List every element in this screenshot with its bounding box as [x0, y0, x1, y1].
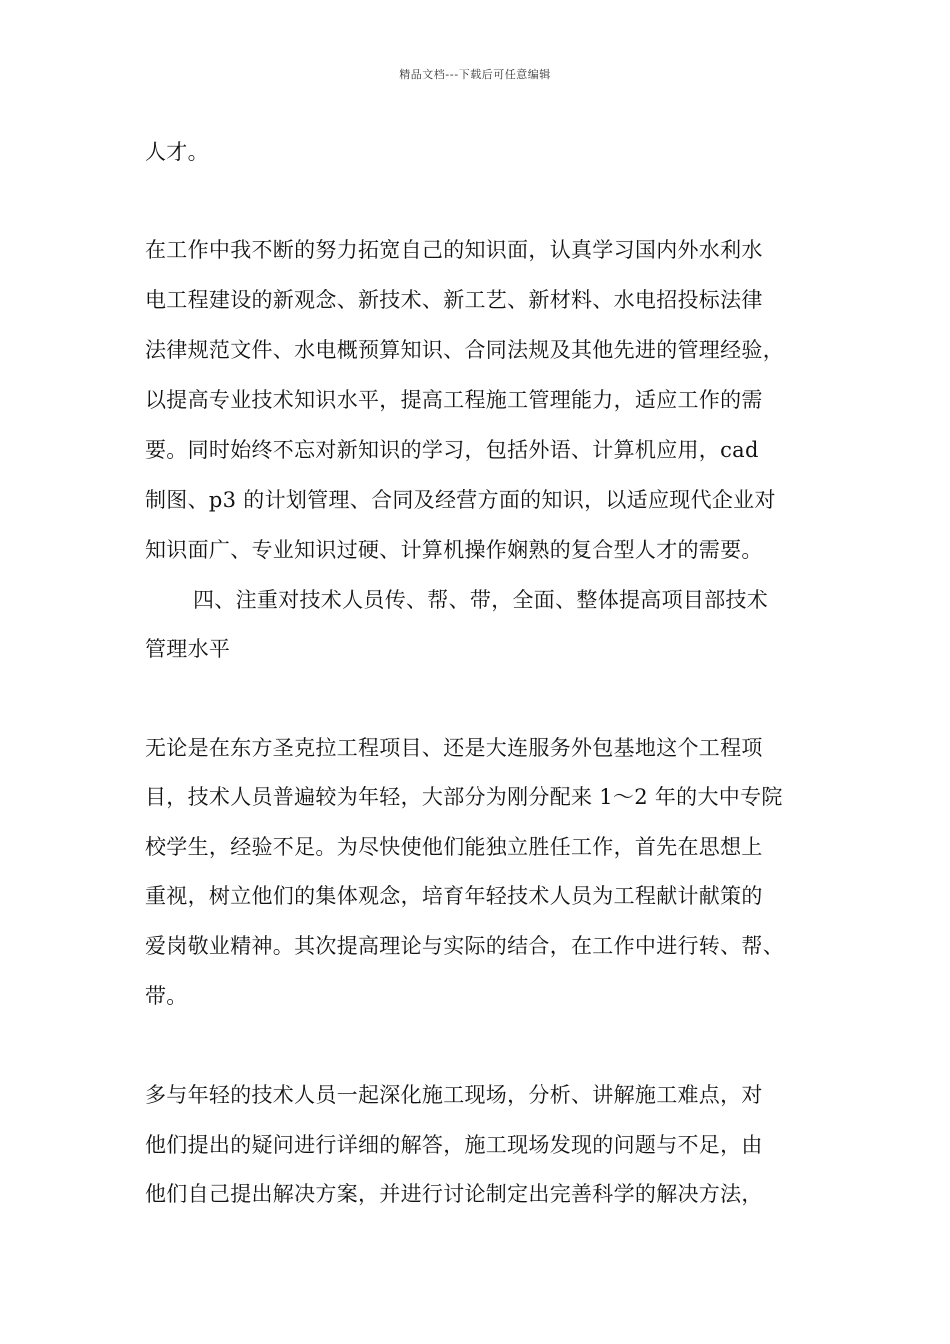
text-line: 多与年轻的技术人员一起深化施工现场，分析、讲解施工难点，对	[145, 1083, 763, 1107]
section-heading-cont: 管理水平	[145, 637, 231, 661]
text-line: 带。	[145, 984, 188, 1008]
text-line: 法律规范文件、水电概预算知识、合同法规及其他先进的管理经验，	[145, 338, 784, 362]
text-line: 电工程建设的新观念、新技术、新工艺、新材料、水电招投标法律	[145, 288, 763, 312]
text-line: 爱岗敬业精神。其次提高理论与实际的结合，在工作中进行转、帮、	[145, 934, 784, 958]
text-line: 以提高专业技术知识水平，提高工程施工管理能力，适应工作的需	[145, 388, 763, 412]
text-line: 制图、p3 的计划管理、合同及经营方面的知识，以适应现代企业对	[145, 488, 776, 512]
section-heading: 四、注重对技术人员传、帮、带，全面、整体提高项目部技术	[193, 588, 769, 612]
page-header: 精品文档---下载后可任意编辑	[399, 68, 551, 81]
text-line: 知识面广、专业知识过硬、计算机操作娴熟的复合型人才的需要。	[145, 538, 763, 562]
text-line: 校学生，经验不足。为尽快使他们能独立胜任工作，首先在思想上	[145, 835, 763, 859]
text-line: 重视，树立他们的集体观念，培育年轻技术人员为工程献计献策的	[145, 884, 763, 908]
text-line: 他们提出的疑问进行详细的解答，施工现场发现的问题与不足，由	[145, 1133, 763, 1157]
text-line: 无论是在东方圣克拉工程项目、还是大连服务外包基地这个工程项	[145, 736, 763, 760]
text-line: 人才。	[145, 140, 209, 164]
text-line: 他们自己提出解决方案，并进行讨论制定出完善科学的解决方法，	[145, 1182, 763, 1206]
text-line: 目，技术人员普遍较为年轻，大部分为刚分配来 1～2 年的大中专院	[145, 785, 783, 809]
text-line: 在工作中我不断的努力拓宽自己的知识面，认真学习国内外水利水	[145, 238, 763, 262]
text-line: 要。同时始终不忘对新知识的学习，包括外语、计算机应用，cad	[145, 438, 759, 462]
